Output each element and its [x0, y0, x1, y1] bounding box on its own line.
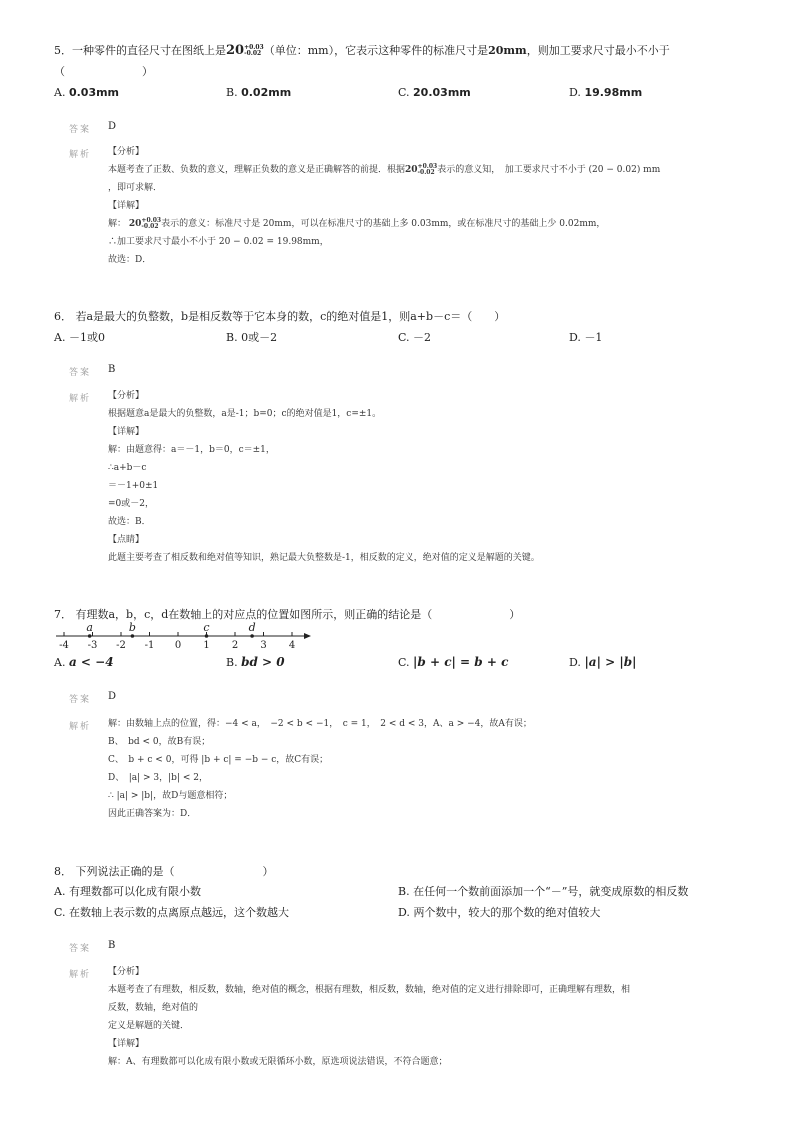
q8-stem: 8． 下列说法正确的是（ ）	[54, 865, 274, 878]
q7-analysis-label: 解析	[69, 722, 92, 732]
q5-option-d[interactable]: D. 19.98mm	[569, 86, 643, 99]
point-label-b: b	[128, 622, 136, 634]
q6-stem: 6． 若a是最大的负整数，b是相反数等于它本身的数，c的绝对值是1，则a+b－c＝（ ）	[54, 310, 506, 323]
tick-label: -4	[59, 640, 69, 651]
tick-label: 0	[174, 640, 182, 651]
point-label-c: c	[203, 622, 210, 634]
q8-option-a[interactable]: A. 有理数都可以化成有限小数	[54, 885, 201, 898]
point-c	[205, 634, 209, 638]
tick-label: -1	[144, 640, 155, 651]
q6-answer: B	[108, 364, 116, 375]
q7-answer: D	[108, 691, 117, 702]
q6-answer-label: 答案	[69, 368, 92, 378]
q5-analysis: 【分析】 本题考查了正数、负数的意义，理解正负数的意义是正确解答的前提．根据20 +0.03 -0.02 表示的意义知， 加工要求尺寸不小于 (20 − 0.02) mm ，即可求解． 【详解】 解： 20 +0.03 -0.02 表示的意义：标准尺寸是 20mm，可以在标准尺寸的基础上多 0.03mm，或在标准尺寸的基础上少 0.02mm， ∴加工要求尺寸最小不小于 20 − 0.02 = 19.98mm， 故选：D．	[108, 147, 661, 265]
number-line	[54, 622, 324, 654]
q7-answer-label: 答案	[69, 695, 92, 705]
tick-label: 1	[203, 640, 210, 651]
q6-option-c[interactable]: C. －2	[398, 331, 432, 344]
q7-stem: 7． 有理数a，b，c，d在数轴上的对应点的位置如图所示，则正确的结论是（ ）	[54, 608, 521, 621]
q8-answer-label: 答案	[69, 944, 92, 954]
q5-tolerance: +0.03 -0.02	[244, 44, 264, 57]
q8-option-b[interactable]: B. 在任何一个数前面添加一个“－”号，就变成原数的相反数	[398, 885, 689, 898]
tick-label: -2	[116, 640, 126, 651]
q7-analysis: 解：由数轴上点的位置，得：−4 < a， −2 < b < −1， c = 1， 2 < d < 3，A、a > −4，故A有误； B、 bd < 0，故B有误； C、 b + c < 0，可得 |b + c| = −b − c，故C有误； D、 |a| > 3，|b| < 2， ∴ |a| > |b|，故D与题意相符； 因此正确答案为：D．	[108, 719, 532, 819]
q6-option-a[interactable]: A. －1或0	[54, 331, 105, 344]
q8-option-d[interactable]: D. 两个数中，较大的那个数的绝对值较大	[398, 906, 601, 919]
q6-analysis-label: 解析	[69, 394, 92, 404]
q7-option-c[interactable]: C. |b + c| = b + c	[398, 655, 509, 669]
q8-analysis-label: 解析	[69, 970, 92, 980]
axis-arrow	[304, 633, 311, 639]
q6-analysis: 【分析】 根据题意a是最大的负整数，a是-1；b=0；c的绝对值是1，c=±1。 【详解】 解：由题意得：a＝－1，b＝0，c＝±1， ∴a+b－c ＝－1+0±1 =0或－2， 故选：B． 【点睛】 此题主要考查了相反数和绝对值等知识，熟记最大负整数是-1，相反数的定义，绝对值的定义是解题的关键。	[108, 391, 540, 563]
q5-option-a[interactable]: A. 0.03mm	[54, 86, 120, 99]
q5-stem: 5．一种零件的直径尺寸在图纸上是20 +0.03 -0.02 （单位：mm），它表示这种零件的标准尺寸是20mm，则加工要求尺寸最小不小于	[54, 43, 670, 58]
q7-option-a[interactable]: A. a < −4	[54, 655, 114, 669]
q8-answer: B	[108, 940, 116, 951]
q5-analysis-label: 解析	[69, 150, 92, 160]
point-b	[131, 634, 135, 638]
q5-option-b[interactable]: B. 0.02mm	[226, 86, 292, 99]
point-label-a: a	[86, 622, 93, 634]
tick-label: 3	[260, 640, 267, 651]
q5-answer: D	[108, 121, 117, 132]
point-label-d: d	[248, 622, 256, 634]
q8-option-c[interactable]: C. 在数轴上表示数的点离原点越远，这个数越大	[54, 906, 290, 919]
point-d	[250, 634, 254, 638]
tick-label: -3	[87, 640, 98, 651]
tick-label: 4	[288, 640, 296, 651]
q6-option-d[interactable]: D. －1	[569, 331, 603, 344]
point-a	[88, 634, 92, 638]
q8-analysis: 【分析】 本题考查了有理数，相反数，数轴，绝对值的概念，根据有理数，相反数，数轴，绝对值的定义进行排除即可，正确理解有理数，相 反数，数轴，绝对值的 定义是解题的关键． 【详解】 解：A、有理数都可以化成有限小数或无限循环小数，原选项说法错误，不符合题意；	[108, 967, 631, 1067]
q7-option-b[interactable]: B. bd > 0	[226, 655, 285, 669]
q5-paren: （ ）	[54, 65, 153, 78]
q5-answer-label: 答案	[69, 125, 92, 135]
q5-option-c[interactable]: C. 20.03mm	[398, 86, 471, 99]
q6-option-b[interactable]: B. 0或－2	[226, 331, 278, 344]
tick-label: 2	[231, 640, 239, 651]
q7-option-d[interactable]: D. |a| > |b|	[569, 655, 637, 669]
